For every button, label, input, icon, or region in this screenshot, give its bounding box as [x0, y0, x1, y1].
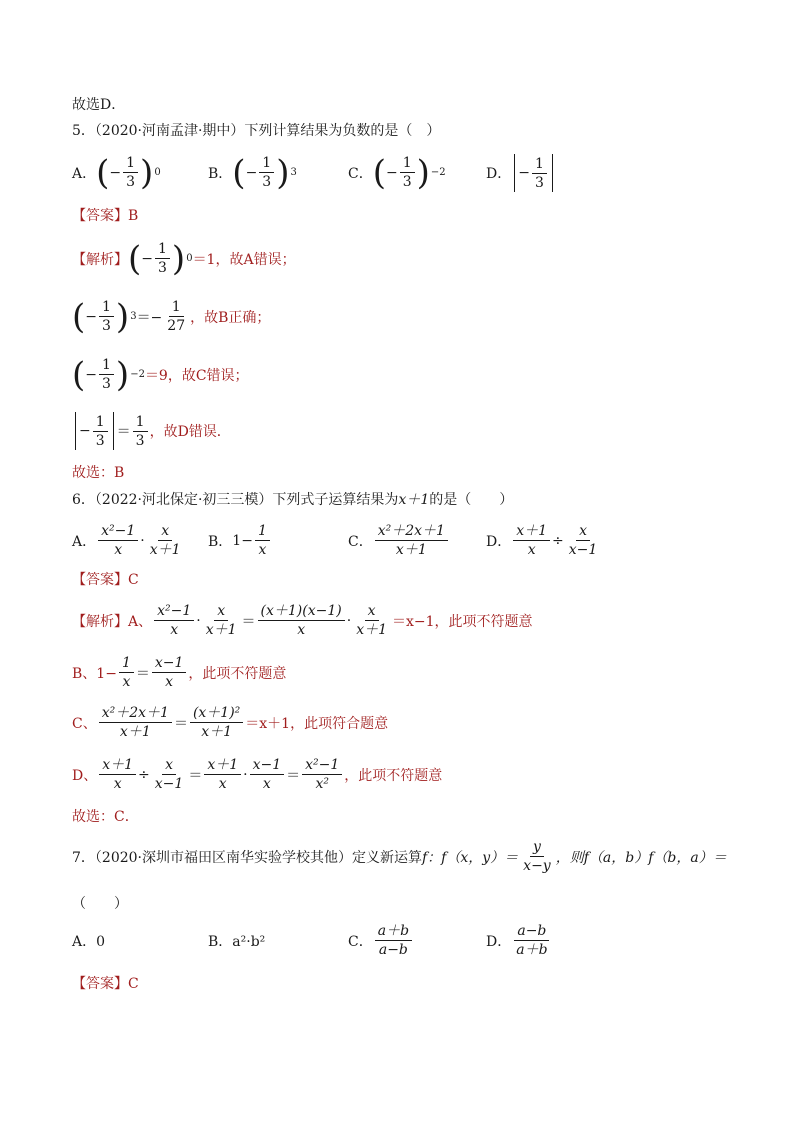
q7-option-b[interactable]: B．a²·b² [208, 934, 266, 950]
q5-conclusion: 故选：B [72, 465, 125, 481]
q7-option-a[interactable]: A．0 [72, 934, 106, 950]
q5-answer: 【答案】B [72, 208, 139, 224]
q5-option-c[interactable]: C． ( − $\frac{1}{3}$ ) −2 [348, 152, 446, 193]
q6-analysis-a: 【解析】 A、 $\frac{\text{x²−1}}{x}$ · $\frac{x}{x+1}$ ＝ $\frac{(x+1)(x-1)}{x}$ · $\frac{x}{x+1}$ ＝x−1，此项不符题意 [72, 603, 533, 638]
q6-analysis-b: B、1− $\frac{1}{x}$ ＝ $\frac{x-1}{x}$ ，此项不符题意 [72, 655, 287, 690]
q5-option-a[interactable]: A． ( − $\frac{1}{3}$ ) 0 [72, 152, 161, 193]
q5-analysis-d: − $\frac{1}{3}$ ＝ $\frac{1}{3}$ ，故D错误． [72, 412, 231, 454]
q6-analysis-d: D、 $\frac{x+1}{x}$ ÷ $\frac{x}{x-1}$ ＝ $\frac{x+1}{x}$ · $\frac{x-1}{x}$ ＝ $\frac{\text{x²−1}}{\text{x²}}$ ，此项不符题意 [72, 757, 443, 792]
q6-answer: 【答案】C [72, 572, 139, 588]
q6-option-b[interactable]: B． 1− $\frac{1}{x}$ [208, 522, 272, 559]
q6-option-a[interactable]: A． $\frac{\text{x²−1}}{x}$ · $\frac{x}{x+1}$ [72, 523, 181, 558]
q6-analysis-c: C、 $\frac{\text{x²＋2x＋1}}{x+1}$ ＝ $\frac{\text{(x＋1)²}}{x+1}$ ＝x＋1，此项符合题意 [72, 705, 389, 740]
q5-stem: 5．（2020·河南孟津·期中）下列计算结果为负数的是（ ） [72, 123, 441, 139]
q7-answer: 【答案】C [72, 976, 139, 992]
q7-option-c[interactable]: C． $\frac{a+b}{a-b}$ [348, 922, 414, 959]
q6-option-c[interactable]: C． $\frac{\text{x²＋2x＋1}}{x+1}$ [348, 522, 450, 559]
q5-option-b[interactable]: B． ( − $\frac{1}{3}$ ) 3 [208, 152, 297, 193]
q5-analysis-a: 【解析】 ( − $\frac{1}{3}$ ) 0 ＝1，故A错误； [72, 238, 296, 279]
q7-blank: （ ） [72, 896, 128, 912]
q5-option-d[interactable]: D． − $\frac{1}{3}$ [486, 154, 556, 192]
q6-conclusion: 故选：C． [72, 809, 139, 825]
prev-conclusion: 故选D． [72, 97, 126, 113]
q7-stem: 7．（2020·深圳市福田区南华实验学校其他）定义新运算 f：f（x，y）＝ $\frac{y}{x-y}$ ，则f（a，b）f（b，a）＝ [72, 839, 727, 874]
q6-option-d[interactable]: D． $\frac{x+1}{x}$ ÷ $\frac{x}{x-1}$ [486, 523, 598, 558]
q6-stem: 6．（2022·河北保定·初三三模）下列式子运算结果为x＋1的是（ ） [72, 492, 514, 508]
q5-analysis-c: ( − $\frac{1}{3}$ ) −2 ＝9，故C错误； [72, 354, 249, 395]
q5-analysis-b: ( − $\frac{1}{3}$ ) 3 ＝− $\frac{1}{27}$ ，故B正确； [72, 296, 271, 337]
q7-option-d[interactable]: D． $\frac{a-b}{a+b}$ [486, 923, 548, 958]
